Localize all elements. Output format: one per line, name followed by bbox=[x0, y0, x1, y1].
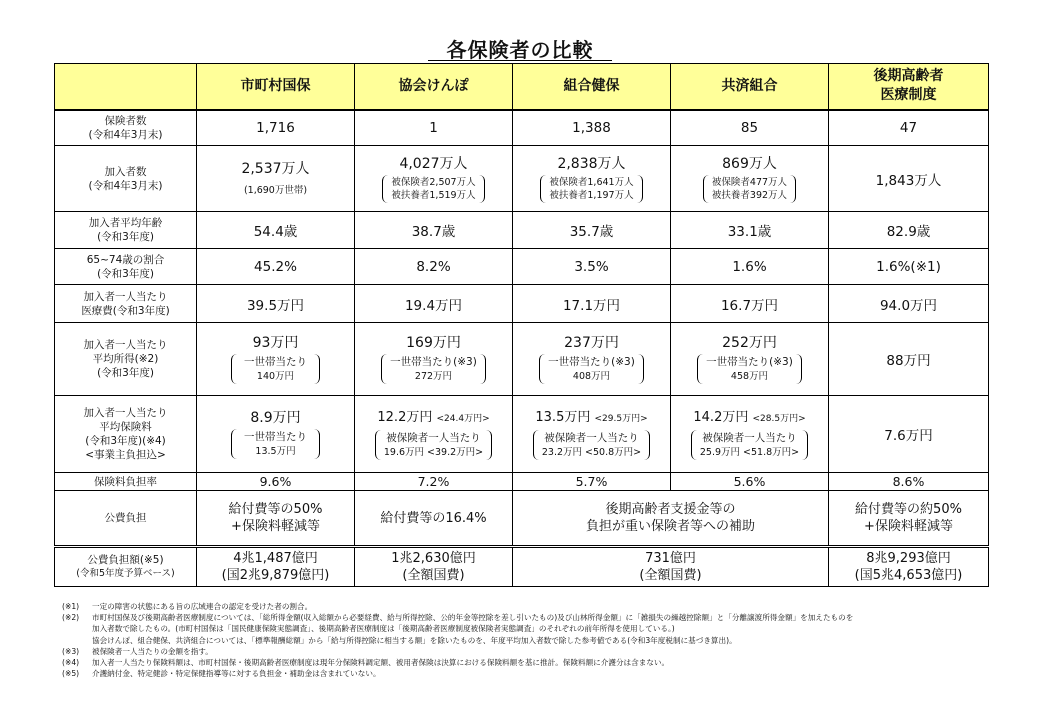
footnote-key: (※2) bbox=[62, 613, 80, 623]
label-members bbox=[55, 146, 197, 212]
footnote-text: 介護納付金、特定健診・特定保健指導等に対する負担金・補助金は含まれていない。 bbox=[92, 669, 381, 679]
premium-kyokai-main-sub: <24.4万円> bbox=[436, 413, 490, 424]
cell-members-kouki: 1,843万人 bbox=[829, 146, 989, 212]
amount-merged-2: (全額国費) bbox=[639, 568, 702, 583]
cell-premium-kokuho bbox=[197, 396, 355, 473]
header-kyosai: 共済組合 bbox=[671, 64, 829, 110]
footnote-4 bbox=[62, 657, 992, 668]
label-members-2: (令和4年3月末) bbox=[88, 179, 163, 192]
cell-income-kumiai bbox=[513, 323, 671, 396]
cell-public-merged bbox=[513, 491, 829, 547]
cell-insurers-kokuho: 1,716 bbox=[197, 110, 355, 146]
members-kokuho-sub: (1,690万世帯) bbox=[243, 185, 308, 196]
cell-elderly-kyosai: 1.6% bbox=[671, 249, 829, 285]
label-insurers bbox=[55, 110, 197, 146]
footnote-text: 被保険者一人当たりの金額を指す。 bbox=[92, 646, 213, 656]
row-public bbox=[55, 491, 989, 547]
cell-medical-kokuho: 39.5万円 bbox=[197, 285, 355, 323]
footnote-1 bbox=[62, 601, 992, 612]
cell-age-kouki: 82.9歳 bbox=[829, 212, 989, 249]
income-kumiai-bracket bbox=[539, 354, 644, 384]
income-kyokai-b1: 一世帯当たり(※3) bbox=[390, 356, 477, 368]
cell-age-kyosai: 33.1歳 bbox=[671, 212, 829, 249]
label-public: 公費負担 bbox=[55, 491, 197, 547]
members-kyokai-bracket bbox=[382, 175, 484, 203]
income-kokuho-main: 93万円 bbox=[252, 335, 299, 351]
row-income bbox=[55, 323, 989, 396]
cell-premium-kouki: 7.6万円 bbox=[829, 396, 989, 473]
cell-medical-kyosai: 16.7万円 bbox=[671, 285, 829, 323]
label-members-1: 加入者数 bbox=[104, 165, 147, 178]
label-age-1: 加入者平均年齢 bbox=[88, 217, 163, 229]
cell-amount-kokuho bbox=[197, 547, 355, 587]
footnote-2-cont2 bbox=[62, 635, 992, 646]
cell-income-kokuho bbox=[197, 323, 355, 396]
footnote-key bbox=[62, 635, 92, 646]
income-kyosai-b2: 458万円 bbox=[730, 371, 769, 382]
row-medical bbox=[55, 285, 989, 323]
header-kyokai: 協会けんぽ bbox=[355, 64, 513, 110]
cell-medical-kyokai: 19.4万円 bbox=[355, 285, 513, 323]
footnote-2 bbox=[62, 612, 992, 623]
row-elderly bbox=[55, 249, 989, 285]
footnote-key bbox=[62, 623, 92, 634]
footnotes bbox=[62, 601, 992, 679]
premium-kumiai-b1: 被保険者一人当たり bbox=[544, 431, 639, 444]
label-burden: 保険料負担率 bbox=[55, 473, 197, 491]
cell-premium-kumiai bbox=[513, 396, 671, 473]
header-row bbox=[55, 64, 989, 110]
amount-merged-1: 731億円 bbox=[645, 551, 696, 566]
cell-public-kokuho bbox=[197, 491, 355, 547]
premium-kumiai-bracket bbox=[533, 430, 650, 460]
premium-kyosai-b2: 25.9万円 bbox=[699, 446, 741, 458]
cell-elderly-kumiai: 3.5% bbox=[513, 249, 671, 285]
label-premium bbox=[55, 396, 197, 473]
members-kyosai-main: 869万人 bbox=[722, 155, 777, 172]
footnote-5 bbox=[62, 668, 992, 679]
footnote-3 bbox=[62, 646, 992, 657]
label-public-amount-1: 公費負担額(※5) bbox=[87, 554, 164, 566]
label-age bbox=[55, 212, 197, 249]
income-kokuho-bracket bbox=[231, 354, 320, 384]
premium-kyosai-b2s: <51.8万円> bbox=[743, 446, 800, 458]
header-kouki bbox=[829, 64, 989, 110]
cell-public-kyokai: 給付費等の16.4% bbox=[355, 491, 513, 547]
cell-amount-merged bbox=[513, 547, 829, 587]
row-age bbox=[55, 212, 989, 249]
amount-kouki-1: 8兆9,293億円 bbox=[866, 551, 951, 566]
footnote-2-cont1 bbox=[62, 623, 992, 634]
cell-insurers-kyosai: 85 bbox=[671, 110, 829, 146]
public-kokuho-1: 給付費等の50% bbox=[228, 502, 323, 517]
cell-members-kyokai bbox=[355, 146, 513, 212]
members-kumiai-bracket bbox=[540, 175, 642, 203]
members-kyosai-s1: 被保険者477万人 bbox=[711, 176, 788, 188]
premium-kumiai-main: 13.5万円 bbox=[535, 409, 591, 425]
cell-age-kyokai: 38.7歳 bbox=[355, 212, 513, 249]
footnote-key: (※1) bbox=[62, 602, 80, 611]
label-premium-3: (令和3年度)(※4) bbox=[85, 435, 166, 447]
label-medical-1: 加入者一人当たり bbox=[83, 290, 168, 303]
income-kyokai-bracket bbox=[381, 354, 486, 384]
comparison-table bbox=[54, 63, 989, 587]
members-kyokai-main: 4,027万人 bbox=[399, 155, 468, 172]
members-kumiai-s2: 被扶養者1,197万人 bbox=[549, 189, 634, 201]
income-kumiai-b1: 一世帯当たり(※3) bbox=[548, 356, 635, 368]
public-merged-2: 負担が重い保険者等への補助 bbox=[585, 519, 755, 534]
cell-medical-kouki: 94.0万円 bbox=[829, 285, 989, 323]
footnote-text: 協会けんぽ、組合健保、共済組合については、「標準報酬総額」から「給与所得控除に相当する額」を除いたものを、年度平均加入者数で除した参考値である(令和3年度税制に基づき算出)。 bbox=[92, 635, 737, 645]
label-income-1: 加入者一人当たり bbox=[83, 339, 168, 351]
members-kyosai-s2: 被扶養者392万人 bbox=[711, 189, 788, 201]
public-merged-1: 後期高齢者支援金等の bbox=[605, 502, 736, 517]
cell-premium-kyosai bbox=[671, 396, 829, 473]
amount-kyokai-2: (全額国費) bbox=[402, 568, 465, 583]
cell-members-kokuho bbox=[197, 146, 355, 212]
members-kokuho-main: 2,537万人 bbox=[241, 161, 310, 177]
cell-elderly-kouki: 1.6%(※1) bbox=[829, 249, 989, 285]
premium-kokuho-b1: 一世帯当たり bbox=[244, 431, 307, 443]
cell-medical-kumiai: 17.1万円 bbox=[513, 285, 671, 323]
row-members bbox=[55, 146, 989, 212]
label-premium-1: 加入者一人当たり bbox=[83, 407, 168, 419]
label-elderly-2: (令和3年度) bbox=[97, 267, 154, 280]
header-blank bbox=[55, 64, 197, 110]
members-kyokai-s1: 被保険者2,507万人 bbox=[391, 176, 476, 188]
cell-age-kokuho: 54.4歳 bbox=[197, 212, 355, 249]
premium-kyokai-b2s: <39.2万円> bbox=[427, 446, 484, 458]
cell-age-kumiai: 35.7歳 bbox=[513, 212, 671, 249]
members-kyokai-s2: 被扶養者1,519万人 bbox=[391, 189, 476, 201]
footnote-text: 一定の障害の状態にある旨の広域連合の認定を受けた者の割合。 bbox=[92, 602, 313, 611]
row-insurers bbox=[55, 110, 989, 146]
label-public-amount bbox=[55, 547, 197, 587]
income-kumiai-b2: 408万円 bbox=[572, 371, 611, 382]
income-kyokai-main: 169万円 bbox=[406, 335, 461, 351]
label-income bbox=[55, 323, 197, 396]
cell-amount-kyokai bbox=[355, 547, 513, 587]
footnote-text: 加入者数で除したもの。(市町村国保は「国民健康保険実態調査」、後期高齢者医療制度は「後期高齢者医療制度被保険者実態調査」のそれぞれの前年所得を使用している。) bbox=[92, 624, 675, 634]
cell-members-kyosai bbox=[671, 146, 829, 212]
premium-kumiai-b2s: <50.8万円> bbox=[585, 446, 642, 458]
row-public-amount bbox=[55, 547, 989, 587]
amount-kouki-2: (国5兆4,653億円) bbox=[854, 568, 963, 583]
label-public-amount-2: (令和5年度予算ベース) bbox=[76, 568, 175, 579]
amount-kyokai-1: 1兆2,630億円 bbox=[391, 551, 476, 566]
cell-income-kouki: 88万円 bbox=[829, 323, 989, 396]
premium-kumiai-main-sub: <29.5万円> bbox=[594, 413, 648, 424]
footnote-key: (※5) bbox=[62, 669, 80, 679]
premium-kyosai-main: 14.2万円 bbox=[693, 409, 749, 425]
cell-amount-kouki bbox=[829, 547, 989, 587]
cell-insurers-kyokai: 1 bbox=[355, 110, 513, 146]
page-title: 各保険者の比較 bbox=[446, 38, 594, 62]
label-insurers-2: (令和4年3月末) bbox=[88, 128, 163, 141]
premium-kyokai-main: 12.2万円 bbox=[377, 409, 433, 425]
premium-kokuho-bracket bbox=[231, 429, 320, 459]
row-burden bbox=[55, 473, 989, 491]
premium-kumiai-b2: 23.2万円 bbox=[541, 446, 583, 458]
cell-income-kyosai bbox=[671, 323, 829, 396]
members-kyosai-bracket bbox=[703, 175, 796, 203]
premium-kyosai-bracket bbox=[691, 430, 808, 460]
footnote-text: 市町村国保及び後期高齢者医療制度については、「総所得金額(収入総額から必要経費、給与所得控除、公的年金等控除を差し引いたもの)及び山林所得金額」に「雑損失の繰越控除額」と「分離譲渡所得金額」を加えたものを bbox=[92, 613, 854, 623]
cell-elderly-kyokai: 8.2% bbox=[355, 249, 513, 285]
cell-elderly-kokuho: 45.2% bbox=[197, 249, 355, 285]
cell-premium-kyokai bbox=[355, 396, 513, 473]
label-elderly-1: 65~74歳の割合 bbox=[86, 253, 165, 266]
premium-kyokai-b2: 19.6万円 bbox=[383, 446, 425, 458]
label-income-2: 平均所得(※2) bbox=[92, 353, 159, 365]
cell-insurers-kumiai: 1,388 bbox=[513, 110, 671, 146]
income-kyosai-b1: 一世帯当たり(※3) bbox=[706, 356, 793, 368]
label-elderly bbox=[55, 249, 197, 285]
income-kyosai-bracket bbox=[697, 354, 802, 384]
income-kyokai-b2: 272万円 bbox=[414, 371, 453, 382]
premium-kokuho-b2: 13.5万円 bbox=[255, 446, 296, 457]
title-underline bbox=[428, 60, 612, 61]
premium-kyosai-b1: 被保険者一人当たり bbox=[702, 431, 797, 444]
label-income-3: (令和3年度) bbox=[97, 367, 154, 379]
members-kumiai-main: 2,838万人 bbox=[557, 155, 626, 172]
label-age-2: (令和3年度) bbox=[97, 231, 154, 243]
premium-kokuho-main: 8.9万円 bbox=[250, 410, 301, 426]
income-kyosai-main: 252万円 bbox=[722, 335, 777, 351]
cell-burden-kouki: 8.6% bbox=[829, 473, 989, 491]
members-kumiai-s1: 被保険者1,641万人 bbox=[549, 176, 634, 188]
header-kumiai: 組合健保 bbox=[513, 64, 671, 110]
footnote-text: 加入者一人当たり保険料額は、市町村国保・後期高齢者医療制度は現年分保険料調定額、被用者保険は決算における保険料額を基に推計。保険料額に介護分は含まない。 bbox=[92, 658, 670, 668]
label-premium-2: 平均保険料 bbox=[99, 421, 152, 433]
row-premium bbox=[55, 396, 989, 473]
cell-members-kumiai bbox=[513, 146, 671, 212]
public-kouki-1: 給付費等の約50% bbox=[855, 502, 962, 517]
header-kouki-line2: 医療制度 bbox=[880, 87, 937, 104]
cell-burden-kokuho: 9.6% bbox=[197, 473, 355, 491]
premium-kyokai-bracket bbox=[375, 430, 492, 460]
amount-kokuho-2: (国2兆9,879億円) bbox=[221, 568, 330, 583]
header-kouki-line1: 後期高齢者 bbox=[873, 68, 944, 85]
label-premium-4: <事業主負担込> bbox=[85, 449, 166, 461]
label-insurers-1: 保険者数 bbox=[104, 114, 147, 127]
cell-insurers-kouki: 47 bbox=[829, 110, 989, 146]
label-medical bbox=[55, 285, 197, 323]
premium-kyosai-main-sub: <28.5万円> bbox=[752, 413, 806, 424]
amount-kokuho-1: 4兆1,487億円 bbox=[233, 551, 318, 566]
footnote-key: (※4) bbox=[62, 658, 80, 668]
cell-burden-kyosai: 5.6% bbox=[671, 473, 829, 491]
cell-burden-kumiai: 5.7% bbox=[513, 473, 671, 491]
label-medical-2: 医療費(令和3年度) bbox=[81, 304, 170, 317]
header-kokuho: 市町村国保 bbox=[197, 64, 355, 110]
income-kokuho-b1: 一世帯当たり bbox=[244, 356, 307, 368]
cell-income-kyokai bbox=[355, 323, 513, 396]
public-kokuho-2: +保険料軽減等 bbox=[231, 519, 320, 534]
footnote-key: (※3) bbox=[62, 646, 80, 656]
cell-burden-kyokai: 7.2% bbox=[355, 473, 513, 491]
income-kokuho-b2: 140万円 bbox=[256, 371, 295, 382]
income-kumiai-main: 237万円 bbox=[564, 335, 619, 351]
public-kouki-2: +保険料軽減等 bbox=[864, 519, 953, 534]
cell-public-kouki bbox=[829, 491, 989, 547]
premium-kyokai-b1: 被保険者一人当たり bbox=[386, 431, 481, 444]
